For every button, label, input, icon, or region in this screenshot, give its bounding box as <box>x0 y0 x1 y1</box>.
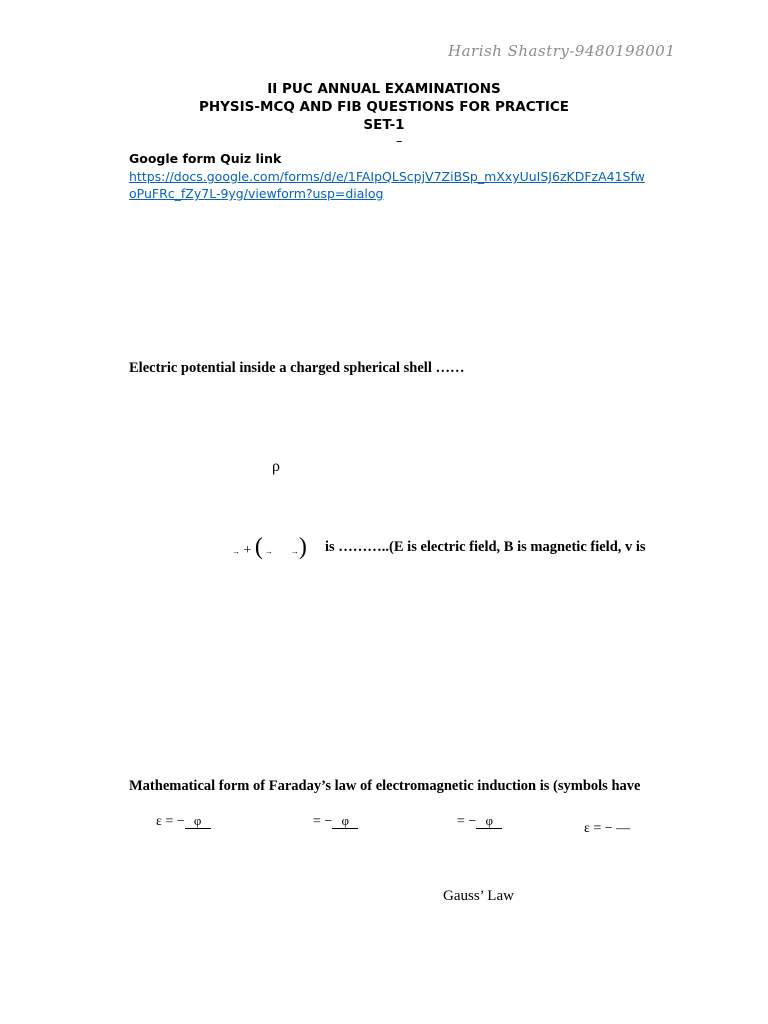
vector-arrow-e: → <box>232 547 240 556</box>
option-3-lhs: = − <box>457 814 477 829</box>
paren-open: ( <box>254 534 263 560</box>
question-electric-potential: Electric potential inside a charged spherical shell …… <box>129 360 465 376</box>
gauss-law-text: Gauss’ Law <box>443 888 514 904</box>
quiz-link-line1[interactable]: https://docs.google.com/forms/d/e/1FAIpQLScpjV7ZiBSp_mXxyUuISJ6zKDFzA41Sfw <box>129 169 645 184</box>
option-2-fraction <box>332 814 358 829</box>
option-2 <box>313 814 358 830</box>
set-label: SET-1 <box>363 117 405 133</box>
quiz-link-label: Google form Quiz link <box>129 151 282 166</box>
option-3-numerator: φ <box>485 813 494 829</box>
quiz-link-line2[interactable]: oPuFRc_fZy7L-9yg/viewform?usp=dialog <box>129 186 384 201</box>
option-2-numerator: φ <box>341 813 350 829</box>
author-signature: Harish Shastry-9480198001 <box>448 42 676 60</box>
lorentz-force-expression <box>232 534 307 561</box>
option-1-lhs: ε = − <box>156 814 185 829</box>
title-dash: – <box>396 134 403 149</box>
vector-arrow-v: → <box>264 547 273 556</box>
option-4: ε = − — <box>584 821 631 836</box>
question-lorentz-force: is ………..(E is electric field, B is magnetic field, v is <box>325 539 646 555</box>
exam-title: II PUC ANNUAL EXAMINATIONS <box>267 81 501 97</box>
option-3-fraction <box>476 814 502 829</box>
option-1-fraction <box>185 814 211 829</box>
plus-sign: + <box>243 543 252 558</box>
rho-symbol: ρ <box>272 458 280 475</box>
vector-arrow-b: → <box>290 547 299 556</box>
paren-close: ) <box>298 534 307 560</box>
exam-subtitle: PHYSIS-MCQ AND FIB QUESTIONS FOR PRACTICE <box>198 99 570 115</box>
option-1 <box>156 814 211 830</box>
question-faraday-law: Mathematical form of Faraday’s law of electromagnetic induction is (symbols have <box>129 778 641 794</box>
option-1-numerator: φ <box>193 813 202 829</box>
option-3 <box>457 814 502 830</box>
option-2-lhs: = − <box>313 814 333 829</box>
